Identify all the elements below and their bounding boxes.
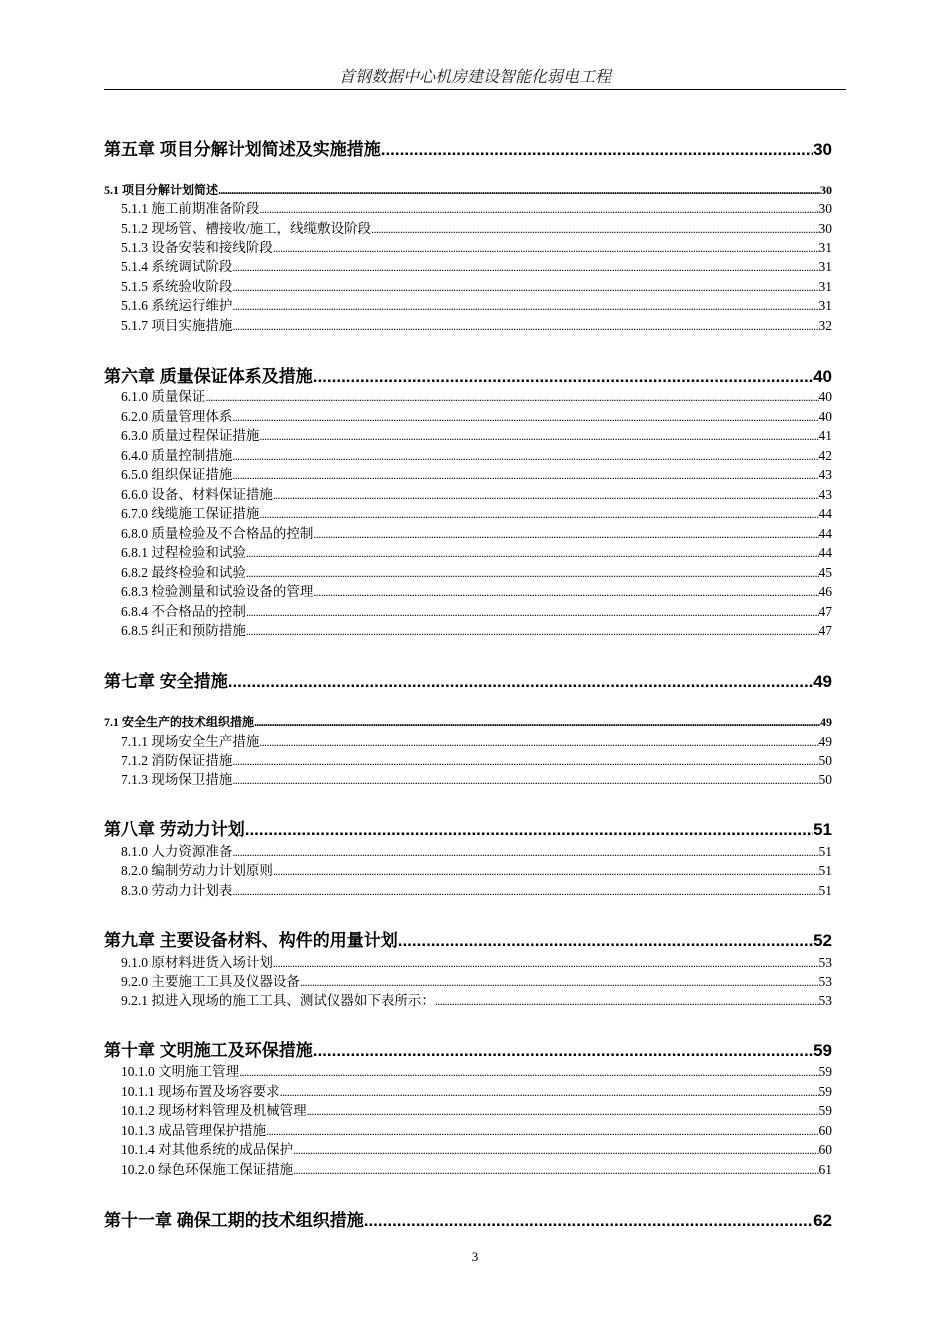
- toc-entry-sub[interactable]: [121, 297, 832, 315]
- toc-entry-title: 8.1.0 人力资源准备: [121, 844, 233, 859]
- toc-entry-title: 6.8.3 检验测量和试验设备的管理: [121, 584, 314, 599]
- toc-entry-page: 30: [818, 221, 832, 236]
- toc-leader-dots: [266, 1122, 818, 1140]
- toc-entry-title: 6.8.5 纠正和预防措施: [121, 623, 246, 638]
- toc-entry-page: 46: [818, 584, 832, 599]
- toc-leader-dots: [273, 954, 819, 972]
- toc-entry-page: 41: [818, 428, 832, 443]
- toc-entry-sub[interactable]: [121, 771, 832, 789]
- toc-entry-page: 53: [818, 955, 832, 970]
- toc-leader-dots: [232, 752, 818, 770]
- toc-entry-sub[interactable]: [121, 278, 832, 296]
- toc-entry-title: 8.3.0 劳动力计划表: [121, 883, 233, 898]
- toc-entry-title: 第六章 质量保证体系及措施: [104, 367, 313, 386]
- toc-entry-sub[interactable]: [121, 220, 832, 238]
- toc-entry-sub[interactable]: [121, 525, 832, 543]
- toc-entry-title: 第八章 劳动力计划: [104, 820, 245, 839]
- toc-entry-page: 62: [813, 1211, 832, 1230]
- toc-leader-dots: [300, 973, 819, 991]
- page-number: 3: [471, 1249, 479, 1264]
- toc-entry-sub[interactable]: [121, 1122, 832, 1140]
- toc-entry-page: 31: [818, 279, 832, 294]
- toc-entry-page: 30: [820, 183, 832, 197]
- toc-entry-title: 5.1.6 系统运行维护: [121, 298, 233, 313]
- toc-entry-sub[interactable]: [121, 544, 832, 562]
- toc-entry-sub[interactable]: [121, 486, 832, 504]
- toc-leader-dots: [364, 1209, 813, 1233]
- toc-entry-page: 60: [818, 1123, 832, 1138]
- toc-entry-sub[interactable]: [121, 258, 832, 276]
- toc-leader-dots: [398, 929, 813, 953]
- toc-leader-dots: [313, 583, 818, 601]
- toc-leader-dots: [381, 138, 813, 162]
- toc-leader-dots: [259, 200, 818, 218]
- toc-entry-page: 42: [818, 448, 832, 463]
- toc-leader-dots: [232, 771, 818, 789]
- toc-entry-sub[interactable]: [121, 388, 832, 406]
- toc-entry-sub[interactable]: [121, 954, 832, 972]
- toc-leader-dots: [239, 1063, 818, 1081]
- toc-entry-sub[interactable]: [121, 603, 832, 621]
- toc-leader-dots: [435, 992, 819, 1010]
- toc-entry-sub[interactable]: [121, 882, 832, 900]
- toc-entry-title: 10.1.2 现场材料管理及机械管理: [121, 1103, 307, 1118]
- toc-entry-page: 32: [818, 318, 832, 333]
- toc-leader-dots: [245, 818, 813, 842]
- toc-entry-title: 9.1.0 原材料进货入场计划: [121, 955, 273, 970]
- toc-leader-dots: [273, 486, 819, 504]
- toc-leader-dots: [246, 603, 819, 621]
- toc-entry-title: 6.1.0 质量保证: [121, 389, 206, 404]
- toc-entry-sub[interactable]: [121, 992, 832, 1010]
- toc-leader-dots: [254, 713, 820, 731]
- toc-leader-dots: [313, 1039, 813, 1063]
- toc-entry-title: 第七章 安全措施: [104, 672, 228, 691]
- toc-entry-page: 31: [818, 240, 832, 255]
- toc-entry-page: 50: [818, 772, 832, 787]
- toc-entry-page: 40: [818, 389, 832, 404]
- toc-entry-title: 5.1 项目分解计划简述: [104, 183, 219, 197]
- toc-entry-sub[interactable]: [121, 583, 832, 601]
- toc-leader-dots: [218, 181, 820, 199]
- toc-leader-dots: [232, 278, 818, 296]
- toc-entry-sub[interactable]: [121, 466, 832, 484]
- toc-leader-dots: [273, 239, 819, 257]
- toc-entry-sub[interactable]: [121, 973, 832, 991]
- toc-entry-page: 44: [818, 545, 832, 560]
- toc-entry-chapter[interactable]: [104, 1209, 832, 1233]
- toc-leader-dots: [232, 466, 818, 484]
- toc-entry-page: 59: [818, 1103, 832, 1118]
- toc-entry-page: 51: [818, 844, 832, 859]
- toc-entry-page: 52: [813, 931, 832, 950]
- toc-entry-sub[interactable]: [121, 1083, 832, 1101]
- toc-entry-sub[interactable]: [121, 1102, 832, 1120]
- toc-leader-dots: [232, 843, 818, 861]
- toc-leader-dots: [259, 733, 818, 751]
- toc-entry-page: 30: [818, 201, 832, 216]
- toc-entry-page: 43: [818, 487, 832, 502]
- toc-leader-dots: [313, 365, 813, 389]
- toc-entry-chapter[interactable]: [104, 818, 832, 842]
- toc-entry-sub[interactable]: [121, 752, 832, 770]
- toc-entry-title: 10.1.4 对其他系统的成品保护: [121, 1142, 294, 1157]
- toc-leader-dots: [259, 427, 818, 445]
- toc-entry-page: 49: [818, 734, 832, 749]
- toc-entry-section[interactable]: [104, 181, 832, 199]
- toc-leader-dots: [246, 544, 819, 562]
- toc-entry-page: 49: [813, 672, 832, 691]
- toc-entry-title: 6.2.0 质量管理体系: [121, 409, 233, 424]
- toc-leader-dots: [232, 447, 818, 465]
- toc-entry-page: 30: [813, 140, 832, 159]
- toc-entry-title: 6.8.1 过程检验和试验: [121, 545, 246, 560]
- toc-entry-sub[interactable]: [121, 843, 832, 861]
- toc-leader-dots: [313, 525, 818, 543]
- toc-entry-page: 59: [818, 1064, 832, 1079]
- toc-entry-title: 7.1.3 现场保卫措施: [121, 772, 233, 787]
- toc-entry-title: 10.1.1 现场布置及场容要求: [121, 1084, 280, 1099]
- toc-entry-title: 9.2.0 主要施工工具及仪器设备: [121, 974, 300, 989]
- toc-entry-title: 5.1.2 现场管、槽接收/施工，线缆敷设阶段: [121, 221, 372, 236]
- toc-leader-dots: [246, 564, 819, 582]
- toc-leader-dots: [246, 622, 819, 640]
- toc-leader-dots: [228, 670, 813, 694]
- toc-entry-sub[interactable]: [121, 200, 832, 218]
- toc-entry-sub[interactable]: [121, 564, 832, 582]
- toc-entry-page: 50: [818, 753, 832, 768]
- toc-entry-page: 60: [818, 1142, 832, 1157]
- toc-entry-title: 6.7.0 线缆施工保证措施: [121, 506, 260, 521]
- toc-entry-sub[interactable]: [121, 447, 832, 465]
- toc-entry-sub[interactable]: [121, 1141, 832, 1159]
- toc-entry-sub[interactable]: [121, 408, 832, 426]
- toc-entry-title: 7.1.1 现场安全生产措施: [121, 734, 260, 749]
- toc-entry-title: 10.1.0 文明施工管理: [121, 1064, 240, 1079]
- toc-leader-dots: [205, 388, 818, 406]
- toc-entry-title: 5.1.4 系统调试阶段: [121, 259, 233, 274]
- toc-entry-sub[interactable]: [121, 239, 832, 257]
- toc-entry-title: 6.6.0 设备、材料保证措施: [121, 487, 273, 502]
- toc-entry-title: 8.2.0 编制劳动力计划原则: [121, 863, 273, 878]
- toc-entry-sub[interactable]: [121, 862, 832, 880]
- toc-entry-sub[interactable]: [121, 622, 832, 640]
- toc-entry-page: 40: [813, 367, 832, 386]
- toc-entry-page: 53: [818, 993, 832, 1008]
- toc-entry-page: 45: [818, 565, 832, 580]
- toc-entry-sub[interactable]: [121, 1161, 832, 1179]
- toc-entry-title: 10.2.0 绿色环保施工保证措施: [121, 1162, 294, 1177]
- toc-entry-sub[interactable]: [121, 317, 832, 335]
- toc-entry-page: 31: [818, 298, 832, 313]
- toc-entry-chapter[interactable]: [104, 1039, 832, 1063]
- toc-entry-title: 第十一章 确保工期的技术组织措施: [104, 1211, 364, 1230]
- toc-entry-page: 44: [818, 526, 832, 541]
- toc-entry-title: 5.1.5 系统验收阶段: [121, 279, 233, 294]
- toc-entry-chapter[interactable]: [104, 365, 832, 389]
- toc-entry-chapter[interactable]: [104, 929, 832, 953]
- toc-entry-title: 6.4.0 质量控制措施: [121, 448, 233, 463]
- toc-entry-title: 6.3.0 质量过程保证措施: [121, 428, 260, 443]
- toc-leader-dots: [232, 882, 818, 900]
- toc-entry-section[interactable]: [104, 713, 832, 731]
- toc-leader-dots: [293, 1161, 818, 1179]
- toc-entry-page: 40: [818, 409, 832, 424]
- toc-leader-dots: [307, 1102, 819, 1120]
- toc-entry-title: 6.8.4 不合格品的控制: [121, 604, 246, 619]
- toc-entry-page: 51: [813, 820, 832, 839]
- toc-entry-title: 5.1.3 设备安装和接线阶段: [121, 240, 273, 255]
- toc-entry-sub[interactable]: [121, 1063, 832, 1081]
- toc-entry-page: 53: [818, 974, 832, 989]
- toc-entry-sub[interactable]: [121, 427, 832, 445]
- toc-entry-page: 59: [818, 1084, 832, 1099]
- toc-entry-title: 第九章 主要设备材料、构件的用量计划: [104, 931, 398, 950]
- toc-entry-page: 59: [813, 1041, 832, 1060]
- toc-entry-title: 第十章 文明施工及环保措施: [104, 1041, 313, 1060]
- toc-leader-dots: [293, 1141, 818, 1159]
- toc-entry-title: 10.1.3 成品管理保护措施: [121, 1123, 267, 1138]
- toc-entry-title: 6.5.0 组织保证措施: [121, 467, 233, 482]
- toc-leader-dots: [259, 505, 818, 523]
- toc-leader-dots: [371, 220, 818, 238]
- toc-entry-page: 47: [818, 623, 832, 638]
- toc-entry-page: 51: [818, 883, 832, 898]
- toc-entry-title: 5.1.1 施工前期准备阶段: [121, 201, 260, 216]
- toc-entry-title: 6.8.2 最终检验和试验: [121, 565, 246, 580]
- toc-entry-page: 49: [820, 715, 832, 729]
- toc-leader-dots: [273, 862, 819, 880]
- toc-leader-dots: [232, 408, 818, 426]
- toc-leader-dots: [232, 258, 818, 276]
- toc-entry-sub[interactable]: [121, 733, 832, 751]
- toc-leader-dots: [280, 1083, 819, 1101]
- toc-entry-title: 7.1.2 消防保证措施: [121, 753, 233, 768]
- toc-entry-title: 5.1.7 项目实施措施: [121, 318, 233, 333]
- toc-entry-title: 9.2.1 拟进入现场的施工工具、测试仪器如下表所示：: [121, 993, 435, 1008]
- toc-entry-page: 61: [818, 1162, 832, 1177]
- toc-leader-dots: [232, 297, 818, 315]
- toc-entry-page: 47: [818, 604, 832, 619]
- toc-entry-title: 7.1 安全生产的技术组织措施: [104, 715, 255, 729]
- toc-entry-title: 第五章 项目分解计划简述及实施措施: [104, 140, 381, 159]
- toc-leader-dots: [232, 317, 818, 335]
- page-header-title: 首钢数据中心机房建设智能化弱电工程: [338, 67, 611, 86]
- toc-entry-page: 31: [818, 259, 832, 274]
- toc-entry-page: 44: [818, 506, 832, 521]
- toc-entry-page: 43: [818, 467, 832, 482]
- toc-entry-title: 6.8.0 质量检验及不合格品的控制: [121, 526, 314, 541]
- toc-entry-page: 51: [818, 863, 832, 878]
- toc-entry-chapter[interactable]: [104, 670, 832, 694]
- toc-entry-sub[interactable]: [121, 505, 832, 523]
- toc-entry-chapter[interactable]: [104, 138, 832, 162]
